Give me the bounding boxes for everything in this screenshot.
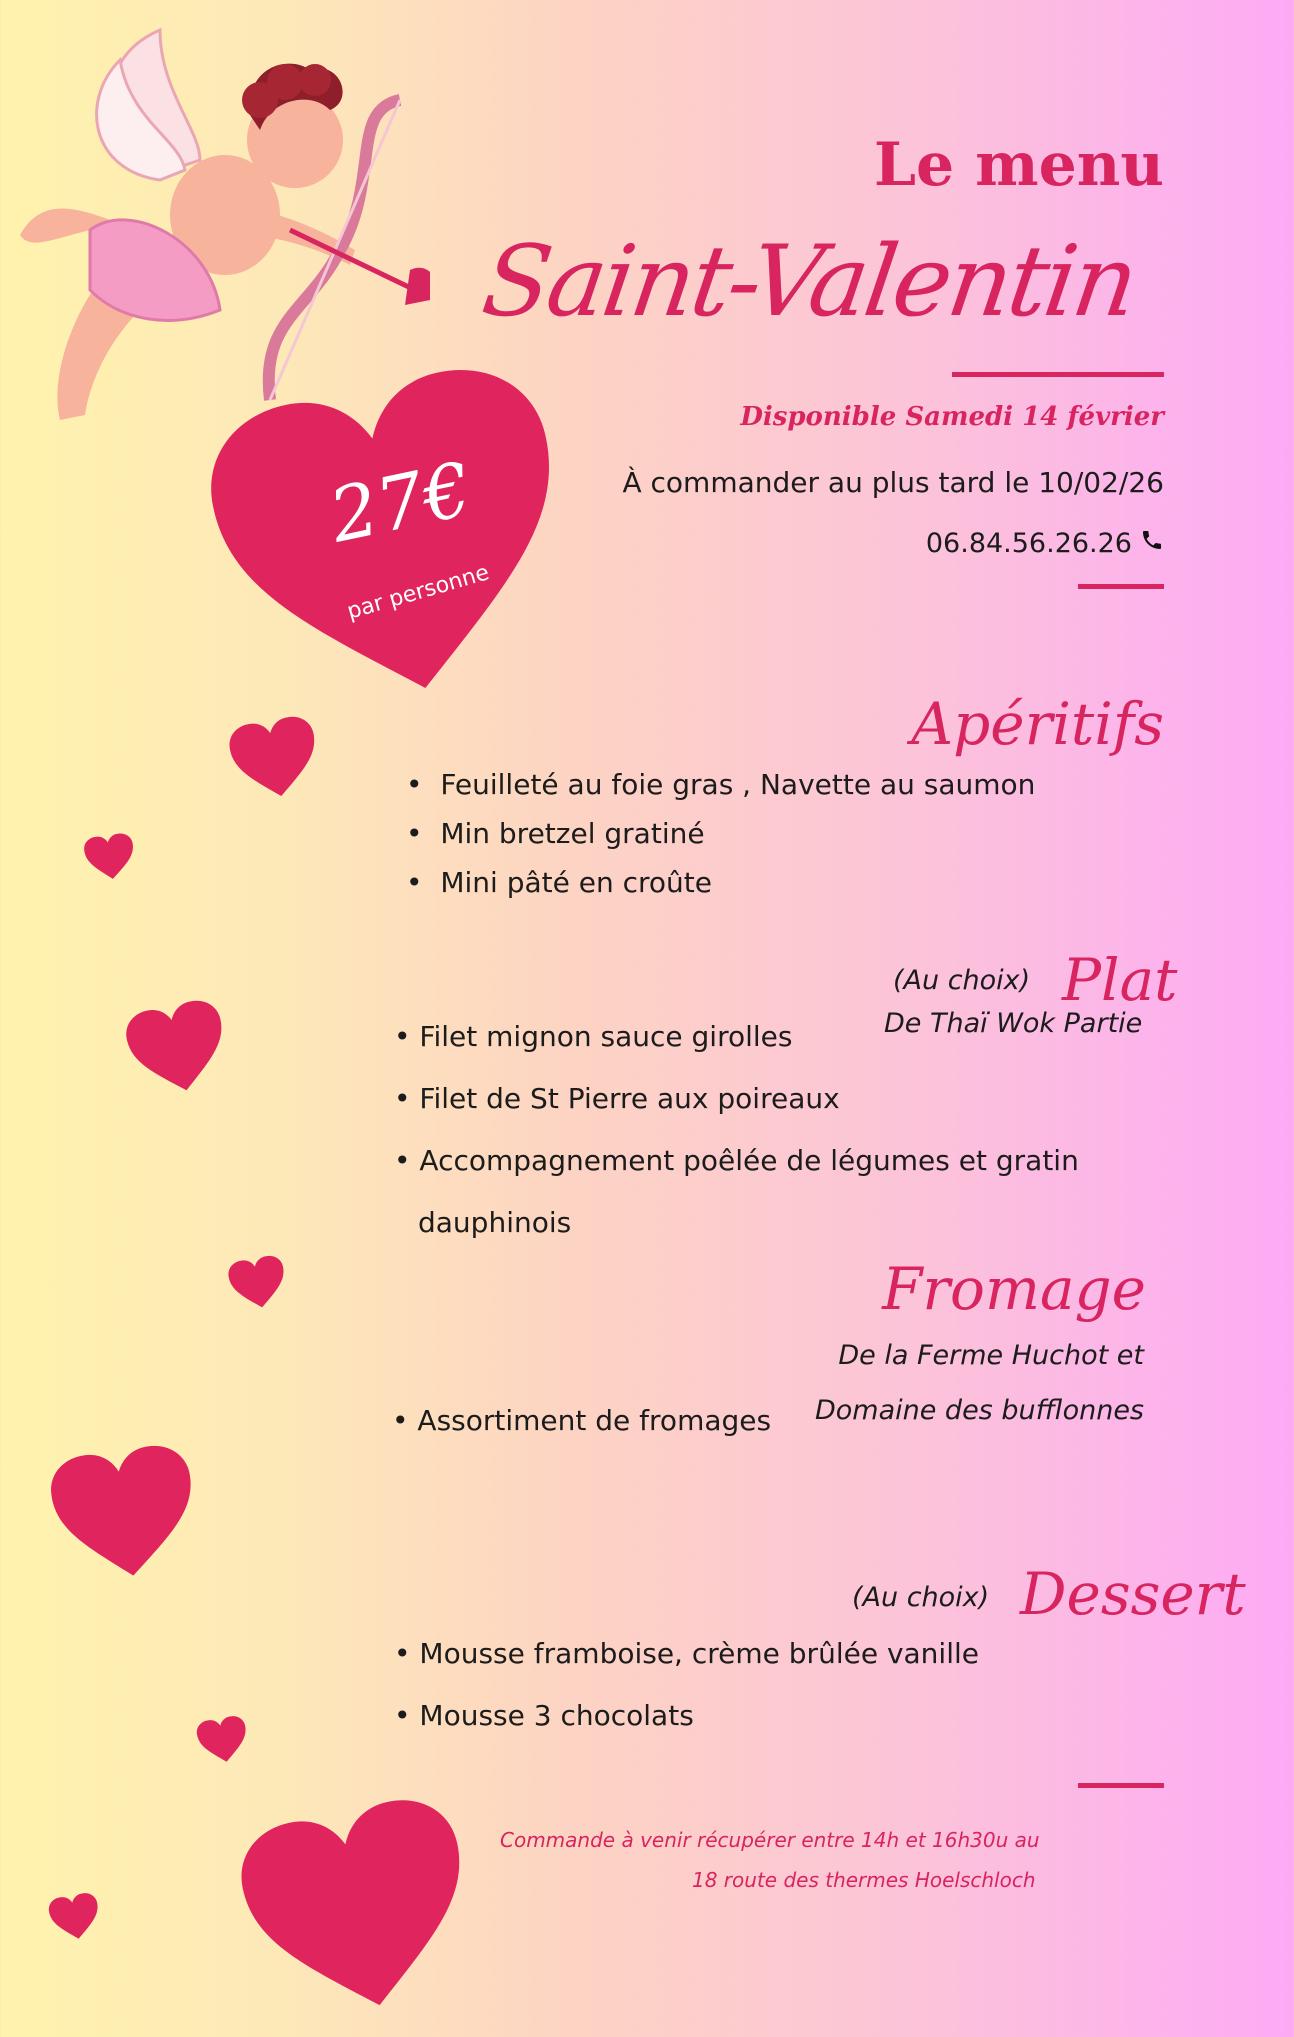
heart-icon: [226, 1254, 290, 1315]
divider: [1078, 584, 1164, 589]
plat-choice-note: (Au choix): [893, 965, 1031, 996]
phone-icon: [1140, 528, 1164, 559]
cupid-illustration: [10, 20, 430, 420]
list-item: • Feuilleté au foie gras , Navette au saumon: [406, 768, 1036, 801]
heart-icon: [46, 1441, 203, 1591]
pickup-info-line1: Commande à venir récupérer entre 14h et 16h30u au: [500, 1828, 1040, 1852]
dessert-choice-note: (Au choix): [852, 1582, 990, 1613]
fromage-supplier-line1: De la Ferme Huchot et: [838, 1340, 1144, 1371]
plat-supplier: De Thaï Wok Partie: [884, 1008, 1143, 1039]
menu-title: Le menu: [873, 130, 1164, 200]
section-title-fromage: Fromage: [882, 1255, 1146, 1323]
list-item: dauphinois: [418, 1206, 572, 1239]
phone-number-text: 06.84.56.26.26: [925, 528, 1132, 559]
heart-icon: [46, 1891, 103, 1945]
pickup-info-line2: 18 route des thermes Hoelschloch: [692, 1868, 1036, 1892]
heart-icon: [194, 1714, 251, 1768]
section-title-plat: Plat: [1062, 946, 1178, 1014]
list-item: • Assortiment de fromages: [392, 1404, 772, 1437]
section-title-aperitifs: Apéritifs: [911, 690, 1164, 758]
price-amount: 27€: [322, 446, 479, 560]
phone-number: [926, 528, 1164, 559]
availability-date: Disponible Samedi 14 février: [740, 402, 1164, 432]
list-item: • Filet mignon sauce girolles: [394, 1020, 793, 1053]
heart-icon: [122, 996, 235, 1104]
fromage-supplier-line2: Domaine des bufflonnes: [814, 1395, 1144, 1426]
order-deadline: À commander au plus tard le 10/02/26: [622, 466, 1164, 499]
list-item: • Mousse framboise, crème brûlée vanille: [394, 1637, 979, 1670]
list-item: • Mousse 3 chocolats: [394, 1699, 694, 1732]
aperitifs-list: [406, 768, 1035, 915]
heart-icon: [226, 713, 325, 807]
list-item: • Min bretzel gratiné: [406, 817, 705, 850]
divider: [1078, 1783, 1164, 1788]
plat-list: [394, 1020, 1079, 1268]
section-title-dessert: Dessert: [1020, 1560, 1246, 1628]
fromage-list: [392, 1404, 771, 1437]
price-unit: par personne: [344, 560, 492, 625]
dessert-list: [394, 1637, 979, 1761]
list-item: • Filet de St Pierre aux poireaux: [394, 1082, 840, 1115]
list-item: • Accompagnement poêlée de légumes et gratin: [394, 1144, 1079, 1177]
divider: [952, 372, 1164, 377]
list-item: • Mini pâté en croûte: [406, 866, 712, 899]
menu-subtitle: Saint-Valentin: [476, 225, 1143, 339]
heart-icon: [82, 832, 138, 885]
